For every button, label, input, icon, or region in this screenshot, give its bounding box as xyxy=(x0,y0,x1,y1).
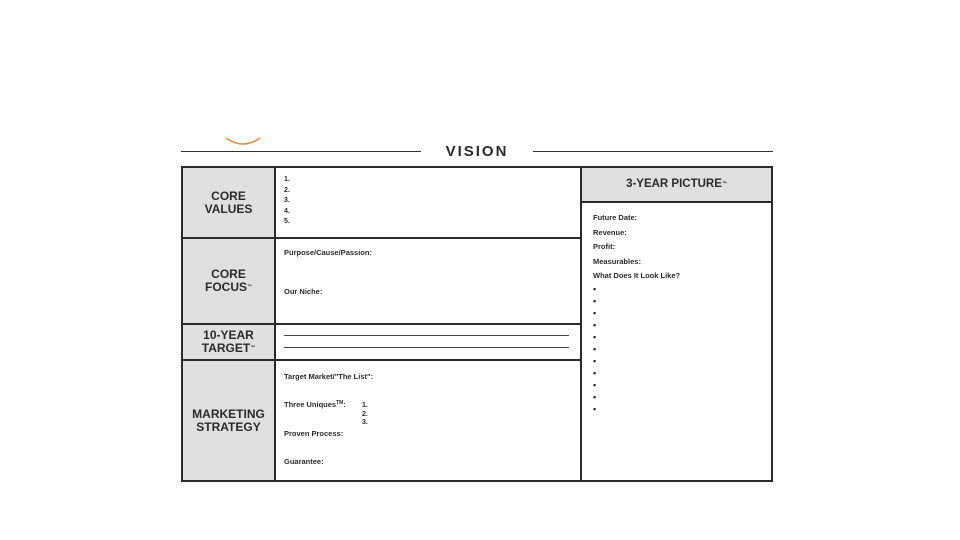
core-values-label xyxy=(181,166,276,239)
bullet-item: • xyxy=(593,332,597,342)
core-values-list xyxy=(284,175,290,228)
page-title: VISION xyxy=(445,143,509,160)
core-values-label-line1: CORE xyxy=(211,188,246,203)
bullet-item: • xyxy=(593,404,597,414)
unique-item: 3. xyxy=(362,419,368,426)
core-focus-label-line2: FOCUS xyxy=(205,280,247,294)
measurables-label: Measurables: xyxy=(593,257,641,266)
core-value-item: 1. xyxy=(284,176,290,183)
unique-item: 1. xyxy=(362,402,368,409)
three-year-label: 3-YEAR PICTURE xyxy=(626,178,722,190)
unique-item: 2. xyxy=(362,410,368,418)
target-line-2 xyxy=(284,347,569,348)
guarantee-label: Guarantee: xyxy=(284,457,324,466)
three-uniques-label xyxy=(284,400,346,409)
purpose-label: Purpose/Cause/Passion: xyxy=(284,248,372,257)
three-uniques-text: Three Uniques xyxy=(284,400,337,409)
uniques-list xyxy=(362,402,368,428)
bullet-item: • xyxy=(593,308,597,318)
three-year-picture-header xyxy=(580,166,773,203)
trademark-mark: ™ xyxy=(247,284,252,290)
bullet-item: • xyxy=(593,284,597,294)
look-like-label: What Does It Look Like? xyxy=(593,271,681,280)
future-date-label: Future Date: xyxy=(593,213,638,222)
ten-year-label-line1: 10-YEAR xyxy=(203,328,254,342)
marketing-label-line2: STRATEGY xyxy=(196,419,261,434)
bullet-item: • xyxy=(593,296,597,306)
bullet-item: • xyxy=(593,380,597,390)
core-value-item: 5. xyxy=(284,218,290,225)
target-line-1 xyxy=(284,335,569,336)
marketing-strategy-field[interactable] xyxy=(274,359,582,482)
marketing-strategy-label xyxy=(181,359,276,482)
vision-header xyxy=(181,140,773,164)
core-value-item: 3. xyxy=(284,197,290,204)
bullet-item: • xyxy=(593,392,597,402)
bullet-item: • xyxy=(593,356,597,366)
core-values-label-line2: VALUES xyxy=(204,201,253,216)
three-year-picture-field[interactable] xyxy=(580,201,773,482)
core-value-item: 4. xyxy=(284,207,290,215)
core-values-field[interactable] xyxy=(274,166,582,239)
trademark-mark: ™ xyxy=(721,181,727,187)
profit-label: Profit: xyxy=(593,242,616,251)
niche-label: Our Niche: xyxy=(284,287,323,296)
bullet-item: • xyxy=(593,320,597,330)
bullet-item: • xyxy=(593,344,597,354)
core-focus-field[interactable] xyxy=(274,237,582,325)
trademark-mark: ™ xyxy=(250,345,256,351)
ten-year-label-line2: TARGET xyxy=(201,341,251,355)
ten-year-target-label xyxy=(181,323,276,361)
trademark-mark: TM xyxy=(336,400,344,406)
core-focus-label-line1: CORE xyxy=(211,267,246,281)
picture-bullet-list xyxy=(593,283,596,415)
marketing-label-line1: MARKETING xyxy=(192,406,265,421)
target-market-label: Target Market/"The List": xyxy=(284,372,374,381)
ten-year-target-field[interactable] xyxy=(274,323,582,361)
revenue-label: Revenue: xyxy=(593,228,627,237)
header-rule-right xyxy=(533,151,773,152)
core-value-item: 2. xyxy=(284,186,290,194)
proven-process-label: Proven Process: xyxy=(284,429,344,438)
three-uniques-colon: : xyxy=(343,400,346,409)
core-focus-label xyxy=(181,237,276,325)
bullet-item: • xyxy=(593,368,597,378)
